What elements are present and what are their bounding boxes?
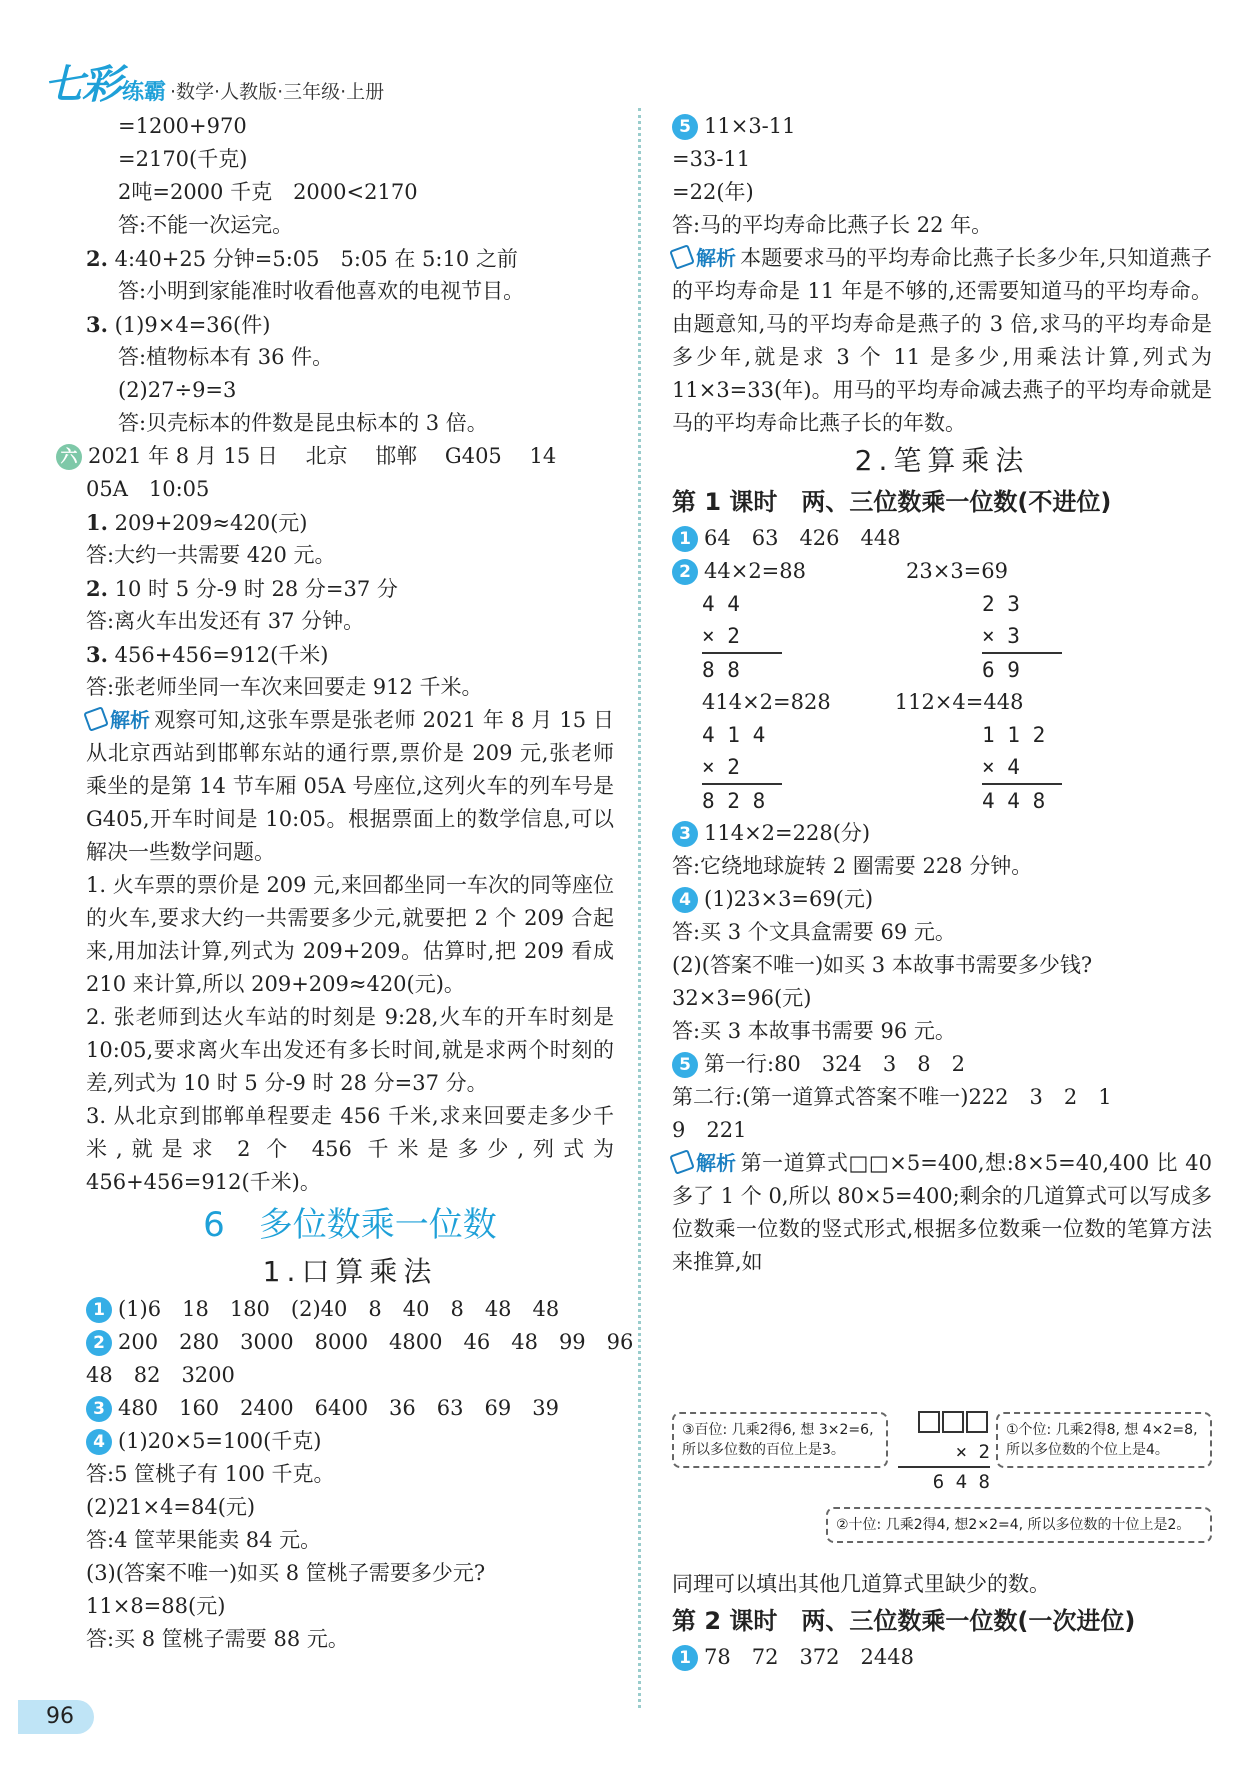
text-line: 答:买 3 个文具盒需要 69 元。 <box>672 920 956 944</box>
text-line: 答:张老师坐同一车次来回要走 912 千米。 <box>86 675 483 699</box>
text-line: 第一行:80 324 3 8 2 <box>704 1052 965 1076</box>
text-line: 11×8=88(元) <box>86 1594 226 1618</box>
text-line: 4:40+25 分钟=5:05 5:05 在 5:10 之前 <box>114 247 518 271</box>
analysis-paragraph: 3. 从北京到邯郸单程要走 456 千米,求来回要走多少千米,就是求 2 个 456 千米是多少,列式为 456+456=912(千米)。 <box>86 1104 614 1194</box>
product-line: 6 4 8 <box>898 1466 990 1496</box>
vertical-fill-blank <box>898 1410 990 1496</box>
text-line: 答:贝壳标本的件数是昆虫标本的 3 倍。 <box>118 411 488 435</box>
answer-label: 1 <box>86 1297 112 1323</box>
text-line: (1)6 18 180 (2)40 8 40 8 48 48 <box>118 1297 560 1321</box>
column-divider <box>638 108 641 1708</box>
lesson-title: 第 2 课时 两、三位数乘一位数(一次进位) <box>672 1607 1136 1635</box>
right-column-bottom <box>672 1568 1212 1674</box>
text-line: (3)(答案不唯一)如买 8 筐桃子需要多少元? <box>86 1561 486 1585</box>
vertical-calc: 4 1 4 × 2 8 2 8 <box>702 719 782 817</box>
text-line: =22(年) <box>672 180 754 204</box>
hint-box-tens: ②十位: 几乘2得4, 想2×2=4, 所以多位数的十位上是2。 <box>826 1507 1212 1543</box>
left-column <box>60 110 634 1656</box>
text-line: 05A 10:05 <box>86 477 210 501</box>
text-line: 44×2=88 <box>704 559 806 583</box>
text-line: 2021 年 8 月 15 日 北京 邯郸 G405 14 <box>88 444 557 468</box>
text-line: 答:买 8 筐桃子需要 88 元。 <box>86 1627 349 1651</box>
text-line: 2吨=2000 千克 2000<2170 <box>118 180 418 204</box>
book-subtitle: ·数学·人教版·三年级·上册 <box>170 81 385 103</box>
text-line: (1)9×4=36(件) <box>114 313 271 337</box>
answer-label: 3 <box>86 1396 112 1422</box>
text-line: 答:4 筐苹果能卖 84 元。 <box>86 1528 322 1552</box>
text-line: 456+456=912(千米) <box>114 643 329 667</box>
analysis-paragraph: 2. 张老师到达火车站的时刻是 9:28,火车的开车时刻是 10:05,要求离火车出发还有多长时间,就是求两个时刻的差,列式为 10 时 5 分-9 时 28 分=37 分。 <box>86 1005 614 1095</box>
text-line: 答:5 筐桃子有 100 千克。 <box>86 1462 335 1486</box>
text-line: 64 63 426 448 <box>704 526 901 550</box>
analysis-label: 解析 <box>672 1147 736 1180</box>
answer-label: 5 <box>672 114 698 140</box>
analysis-paragraph: 解析 观察可知,这张车票是张老师 2021 年 8 月 15 日从北京西站到邯郸东站的通行票,票价是 209 元,张老师乘坐的是第 14 节车厢 05A 号座位,这列火车的列车号是 G405,开车时间是 10:05。根据票面上的数学信息,可以解决一些数学问题。 <box>86 704 614 869</box>
text-line: 23×3=69 <box>906 559 1008 583</box>
analysis-paragraph: 1. 火车票的票价是 209 元,来回都坐同一车次的同等座位的火车,要求大约一共需要多少元,就要把 2 个 209 合起来,用加法计算,列式为 209+209。估算时,把 209 看成 210 来计算,所以 209+209≈420(元)。 <box>86 873 614 996</box>
text-line: =2170(千克) <box>118 147 248 171</box>
header <box>44 62 384 110</box>
vertical-calc: 2 3 × 3 6 9 <box>982 588 1062 686</box>
answer-label: 1 <box>672 526 698 552</box>
hint-box-hundreds: ③百位: 几乘2得6, 想 3×2=6, 所以多位数的百位上是3。 <box>672 1412 888 1468</box>
vertical-calc: 1 1 2 × 4 4 4 8 <box>982 719 1062 817</box>
lesson-title: 第 1 课时 两、三位数乘一位数(不进位) <box>672 488 1112 516</box>
analysis-paragraph: 解析 本题要求马的平均寿命比燕子长多少年,只知道燕子的平均寿命是 11 年是不够的,还需要知道马的平均寿命。由题意知,马的平均寿命是燕子的 3 倍,求马的平均寿命是多少年,就是求 3 个 11 是多少,用乘法计算,列式为 11×3=33(年)。用马的平均寿命减去燕子的平均寿命就是马的平均寿命比燕子长的年数。 <box>672 242 1212 440</box>
pencil-icon <box>83 706 109 732</box>
answer-label: 3 <box>672 821 698 847</box>
answer-label: 4 <box>672 887 698 913</box>
text-line: 112×4=448 <box>894 690 1024 714</box>
brand-logo: 七彩 <box>44 62 120 108</box>
text-line: (2)(答案不唯一)如买 3 本故事书需要多少钱? <box>672 953 1093 977</box>
text-line: 11×3-11 <box>704 114 796 138</box>
text-line: (2)21×4=84(元) <box>86 1495 256 1519</box>
answer-label: 2 <box>86 1330 112 1356</box>
blank-boxes <box>898 1410 990 1438</box>
question-number: 1. <box>86 510 108 535</box>
analysis-label: 解析 <box>86 704 150 737</box>
text-line: 答:买 3 本故事书需要 96 元。 <box>672 1019 956 1043</box>
section-title: 1.口算乘法 <box>262 1255 438 1288</box>
text-line: =33-11 <box>672 147 751 171</box>
text-line: (1)20×5=100(千克) <box>118 1429 322 1453</box>
text-line: 第二行:(第一道算式答案不唯一)222 3 2 1 <box>672 1085 1112 1109</box>
question-number: 2. <box>86 246 108 271</box>
pencil-icon <box>669 244 695 270</box>
text-line: (2)27÷9=3 <box>118 378 237 402</box>
text-line: 答:马的平均寿命比燕子长 22 年。 <box>672 213 993 237</box>
analysis-label: 解析 <box>672 242 736 275</box>
analysis-paragraph: 解析 第一道算式□□×5=400,想:8×5=40,400 比 40 多了 1 个 0,所以 80×5=400;剩余的几道算式可以写成多位数乘一位数的竖式形式,根据多位数乘一位数的笔算方法来推算,如 <box>672 1147 1212 1279</box>
text-line: 9 221 <box>672 1118 747 1142</box>
text-line: 答:离火车出发还有 37 分钟。 <box>86 609 365 633</box>
vertical-calcs <box>672 588 1212 686</box>
text-line: =1200+970 <box>118 114 247 138</box>
text-line: 答:大约一共需要 420 元。 <box>86 543 336 567</box>
question-number: 3. <box>86 642 108 667</box>
text-line: 答:植物标本有 36 件。 <box>118 345 334 369</box>
answer-label: 4 <box>86 1429 112 1455</box>
text-line: (1)23×3=69(元) <box>704 887 874 911</box>
answer-label: 2 <box>672 559 698 585</box>
text-line: 114×2=228(分) <box>704 821 871 845</box>
text-line: 答:它绕地球旋转 2 圈需要 228 分钟。 <box>672 854 1033 878</box>
text-line: 同理可以填出其他几道算式里缺少的数。 <box>672 1572 1050 1596</box>
text-line: 480 160 2400 6400 36 63 69 39 <box>118 1396 559 1420</box>
text-line: 10 时 5 分-9 时 28 分=37 分 <box>114 577 398 601</box>
multiplier-line: × 2 <box>955 1441 990 1463</box>
text-line: 209+209≈420(元) <box>114 511 308 535</box>
text-line: 78 72 372 2448 <box>704 1645 914 1669</box>
answer-label: 5 <box>672 1052 698 1078</box>
vertical-calcs <box>672 719 1212 817</box>
vertical-calc: 4 4 × 2 8 8 <box>702 588 782 686</box>
pencil-icon <box>669 1149 695 1175</box>
text-line: 200 280 3000 8000 4800 46 48 99 96 <box>118 1330 634 1354</box>
page-number: 96 <box>18 1700 94 1734</box>
question-number: 2. <box>86 576 108 601</box>
right-column <box>672 110 1212 1279</box>
text-line: 32×3=96(元) <box>672 986 812 1010</box>
text-line: 答:小明到家能准时收看他喜欢的电视节目。 <box>118 279 525 303</box>
hint-box-ones: ①个位: 几乘2得8, 想 4×2=8, 所以多位数的个位上是4。 <box>996 1412 1212 1468</box>
brand-logo-sub: 练霸 <box>122 80 167 105</box>
chapter-title: 6 多位数乘一位数 <box>203 1205 497 1245</box>
text-line: 414×2=828 <box>702 690 831 714</box>
answer-label: 1 <box>672 1645 698 1671</box>
question-number: 3. <box>86 312 108 337</box>
text-line: 答:不能一次运完。 <box>118 213 294 237</box>
section-six-label: 六 <box>56 444 82 470</box>
section-title: 2.笔算乘法 <box>854 444 1030 477</box>
text-line: 48 82 3200 <box>86 1363 235 1387</box>
